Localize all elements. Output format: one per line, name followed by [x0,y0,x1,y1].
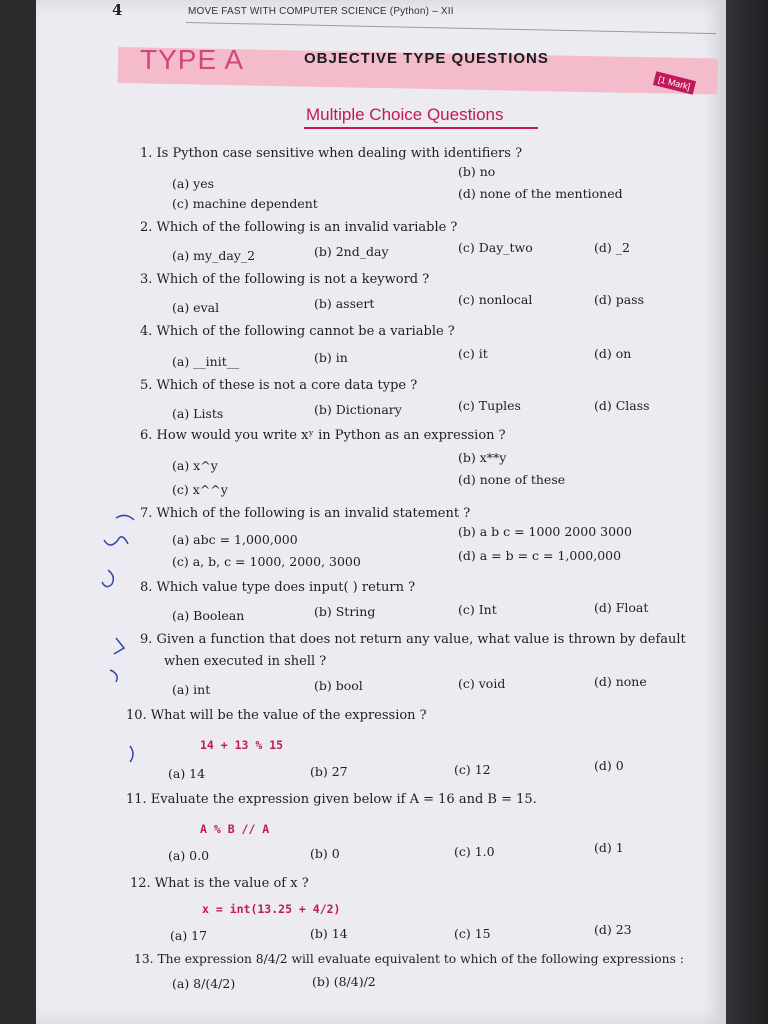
question-12: 12. What is the value of x ? [130,876,309,891]
page-number: 4 [112,1,123,19]
q7-option-d: (d) a = b = c = 1,000,000 [458,548,622,563]
q3-option-d: (d) pass [594,292,645,307]
question-5: 5. Which of these is not a core data type ? [140,378,418,393]
q10-code: 14 + 13 % 15 [200,738,284,752]
q9-option-b: (b) bool [314,678,363,693]
marks-badge: [1 Mark] [653,71,696,94]
q4-option-d: (d) on [594,346,632,361]
q6-option-b: (b) x**y [458,450,507,465]
question-8: 8. Which value type does input( ) return ? [140,580,416,595]
q1-option-c: (c) machine dependent [172,196,318,211]
q9-option-d: (d) none [594,674,647,689]
q12-option-a: (a) 17 [170,928,208,943]
section-title: OBJECTIVE TYPE QUESTIONS [304,50,549,67]
q4-option-c: (c) it [458,346,488,361]
q1-option-a: (a) yes [172,176,215,191]
q3-option-c: (c) nonlocal [458,292,533,307]
q11-option-b: (b) 0 [310,846,340,861]
section-subtitle: Multiple Choice Questions [306,105,504,124]
q6-option-a: (a) x^y [172,458,218,473]
q5-option-d: (d) Class [594,398,650,413]
q9-option-a: (a) int [172,682,211,697]
q9-option-c: (c) void [458,676,506,691]
question-2: 2. Which of the following is an invalid variable ? [140,220,458,235]
question-3: 3. Which of the following is not a keyword ? [140,272,430,287]
q6-option-d: (d) none of these [458,472,566,487]
q8-option-a: (a) Boolean [172,608,245,623]
q11-option-a: (a) 0.0 [168,848,210,863]
pen-marks [96,500,166,780]
question-10: 10. What will be the value of the expression ? [126,708,427,723]
q8-option-d: (d) Float [594,600,649,615]
q12-option-c: (c) 15 [454,926,491,941]
q1-option-b: (b) no [458,164,496,179]
q8-option-c: (c) Int [458,602,497,617]
q7-option-b: (b) a b c = 1000 2000 3000 [458,524,632,539]
q2-option-d: (d) _2 [594,240,630,255]
q12-option-b: (b) 14 [310,926,348,941]
q8-option-b: (b) String [314,604,376,619]
q10-option-c: (c) 12 [454,762,491,777]
q2-option-c: (c) Day_two [458,240,533,255]
q2-option-b: (b) 2nd_day [314,244,389,259]
type-label: TYPE A [140,44,245,75]
q10-option-a: (a) 14 [168,766,206,781]
q13-option-b: (b) (8/4)/2 [312,974,376,989]
q12-option-d: (d) 23 [594,922,632,937]
question-13: 13. The expression 8/4/2 will evaluate equivalent to which of the following expressions : [134,952,684,966]
question-7: 7. Which of the following is an invalid statement ? [140,506,471,521]
q1-option-d: (d) none of the mentioned [458,186,623,201]
q5-option-a: (a) Lists [172,406,224,421]
question-4: 4. Which of the following cannot be a variable ? [140,324,455,339]
q6-option-c: (c) x^^y [172,482,228,497]
q10-option-d: (d) 0 [594,758,624,773]
q12-code: x = int(13.25 + 4/2) [202,902,341,916]
q4-option-a: (a) __init__ [172,354,240,369]
question-11: 11. Evaluate the expression given below if A = 16 and B = 15. [126,792,537,807]
question-9: 9. Given a function that does not return any value, what value is thrown by default [140,632,686,647]
question-6: 6. How would you write xʸ in Python as an expression ? [140,428,506,443]
question-1: 1. Is Python case sensitive when dealing with identifiers ? [140,146,523,161]
subtitle-underline [304,127,538,129]
q13-option-a: (a) 8/(4/2) [172,976,236,991]
q5-option-c: (c) Tuples [458,398,521,413]
q11-code: A % B // A [200,822,270,836]
running-title: MOVE FAST WITH COMPUTER SCIENCE (Python) – XII [188,6,454,17]
q7-option-a: (a) abc = 1,000,000 [172,532,298,547]
q5-option-b: (b) Dictionary [314,402,402,417]
q2-option-a: (a) my_day_2 [172,248,256,263]
question-9-continued: when executed in shell ? [164,654,327,669]
q10-option-b: (b) 27 [310,764,348,779]
q11-option-d: (d) 1 [594,840,624,855]
q7-option-c: (c) a, b, c = 1000, 2000, 3000 [172,554,361,569]
q3-option-b: (b) assert [314,296,375,311]
q3-option-a: (a) eval [172,300,220,315]
q4-option-b: (b) in [314,350,348,365]
q11-option-c: (c) 1.0 [454,844,495,859]
